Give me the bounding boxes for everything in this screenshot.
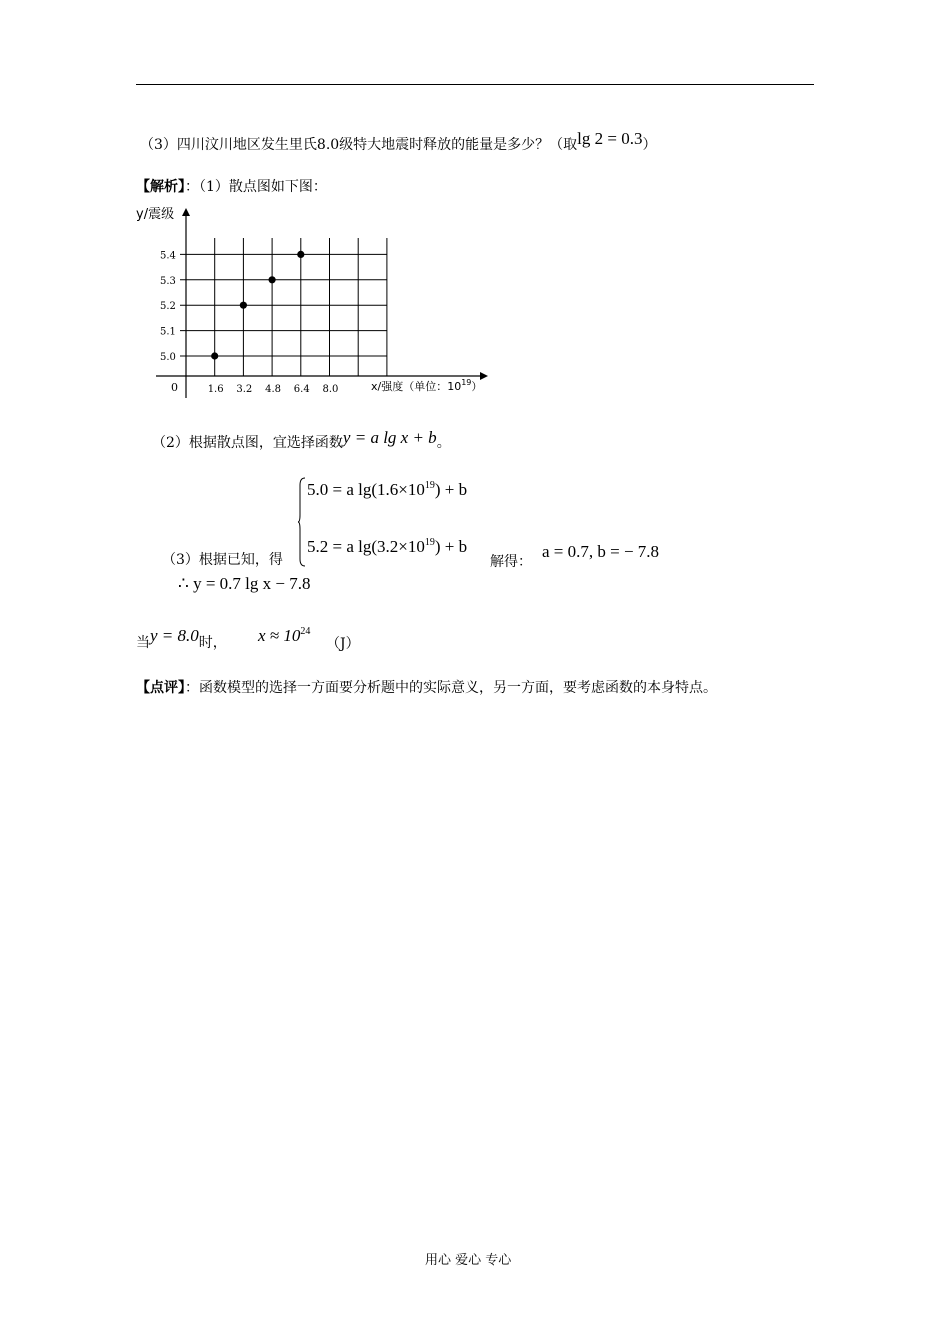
therefore-line: ∴ y = 0.7 lg x − 7.8: [178, 574, 311, 593]
x-tick-label: 8.0: [322, 384, 339, 395]
header-rule: [136, 84, 814, 85]
y-tick-label: 5.4: [160, 250, 176, 262]
review-text: ：函数模型的选择一方面要分析题中的实际意义，另一方面，要考虑函数的本身特点。: [185, 680, 717, 696]
when-cond: y = 8.0: [150, 626, 199, 645]
analysis-heading: [136, 176, 327, 196]
eq-1-end: ) + b: [434, 480, 468, 499]
review-line: [136, 677, 717, 697]
y-tick-label: 5.1: [160, 326, 176, 338]
system-eq-1: [307, 480, 467, 500]
eq-2-exp: 19: [424, 537, 435, 548]
x-axis-label: x/强度（单位：$10^{19}$）: [371, 378, 483, 393]
step-2-text: （2）根据散点图，宜选择函数: [152, 435, 343, 451]
question-3-text: （3）四川汶川地区发生里氏8.0级特大地震时释放的能量是多少？（取: [140, 137, 578, 153]
step-2: [152, 428, 451, 452]
solve-label: 解得：: [490, 554, 532, 570]
question-3-math: lg 2 = 0.3: [577, 129, 643, 148]
question-3: [140, 129, 657, 154]
scatter-point: [297, 251, 304, 258]
system-eq-2: [307, 537, 467, 557]
eq-1-main: 5.0 = a lg(1.6×10: [307, 480, 425, 499]
when-line: [136, 626, 227, 652]
y-tick-label: 5.2: [160, 301, 176, 313]
when-result: [258, 626, 310, 646]
x-tick-label: 3.2: [236, 384, 253, 395]
system-brace: [298, 477, 306, 567]
page-footer: 用心 爱心 专心: [425, 1253, 512, 1268]
x-tick-label: 1.6: [207, 384, 224, 395]
solution: a = 0.7, b = − 7.8: [542, 542, 660, 561]
question-3-close: ）: [642, 137, 657, 153]
scatter-point: [211, 352, 218, 359]
eq-2-end: ) + b: [434, 537, 468, 556]
review-label: 【点评】: [136, 680, 185, 696]
scatter-chart: [128, 198, 523, 408]
y-axis-label: y/震级: [136, 207, 175, 222]
step-2-end: 。: [436, 435, 451, 451]
y-tick-label: 5.0: [160, 352, 176, 363]
step-3-text: （3）根据已知，得: [162, 552, 283, 568]
eq-1-exp: 19: [424, 480, 435, 491]
when-unit: （J）: [326, 636, 360, 652]
result-exp: 24: [300, 626, 311, 637]
scatter-point: [240, 302, 247, 309]
when-prefix: 当: [136, 635, 150, 651]
analysis-label: 【解析】: [136, 179, 185, 195]
x-tick-label: 4.8: [265, 384, 282, 395]
origin-label: 0: [171, 381, 178, 394]
scatter-point: [269, 276, 276, 283]
analysis-text: ：（1）散点图如下图：: [185, 179, 327, 195]
step-2-formula: y = a lg x + b: [342, 428, 437, 447]
y-tick-label: 5.3: [160, 275, 176, 287]
eq-2-main: 5.2 = a lg(3.2×10: [307, 537, 425, 556]
when-mid: 时，: [198, 635, 227, 651]
x-tick-label: 6.4: [293, 384, 310, 395]
result-base: x ≈ 10: [258, 626, 301, 645]
